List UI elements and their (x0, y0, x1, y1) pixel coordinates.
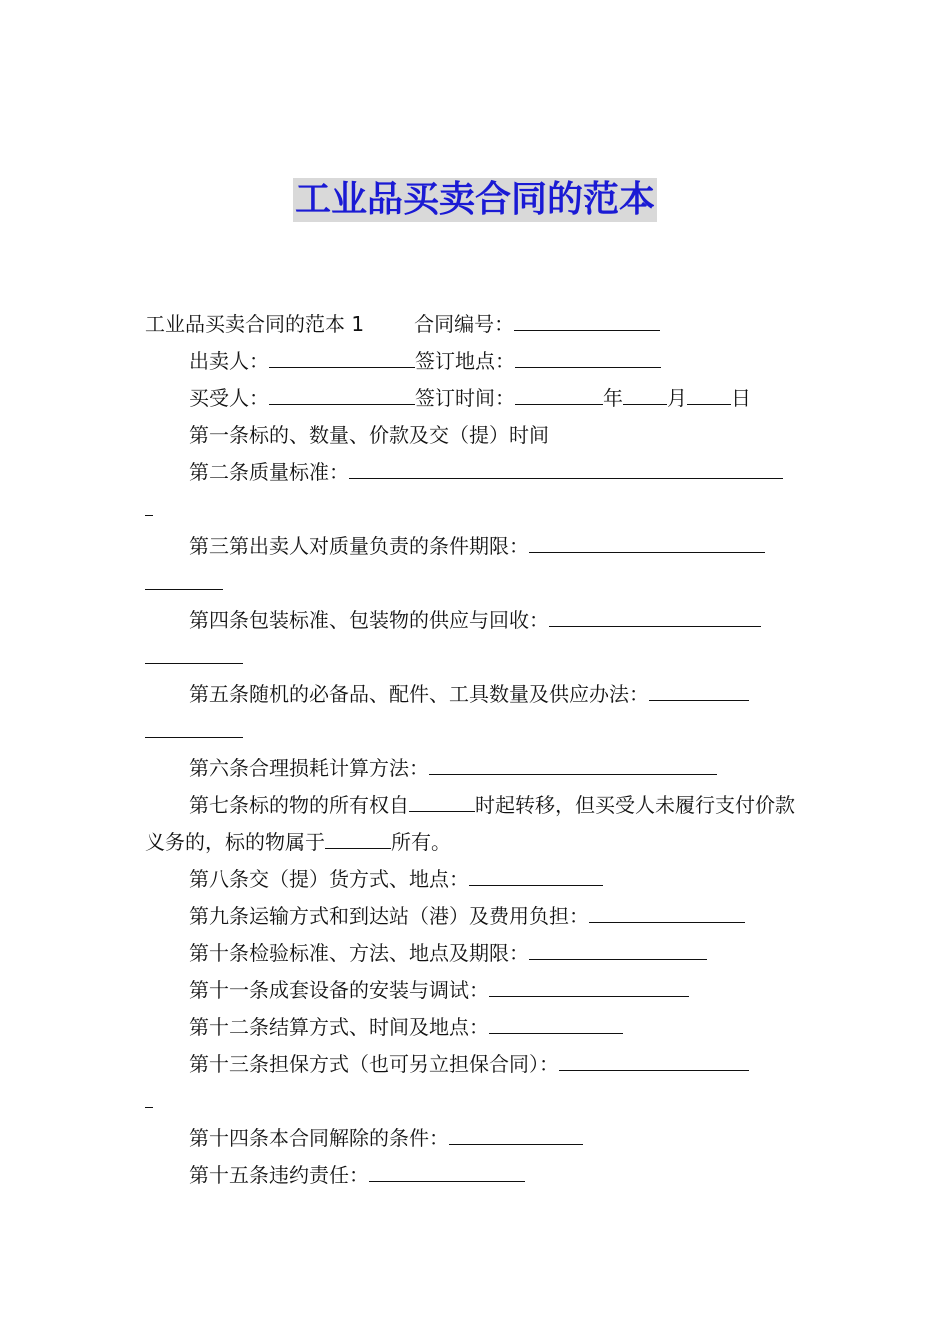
clause-3-text: 第三第出卖人对质量负责的条件期限： (189, 534, 529, 558)
clause-11-blank (489, 974, 689, 997)
document-body (145, 306, 810, 1194)
seller-blank (269, 345, 415, 368)
sign-place-label: 签订地点： (415, 349, 515, 373)
clause-1 (145, 417, 810, 454)
title-wrap (0, 178, 950, 222)
clause-12-text: 第十二条结算方式、时间及地点： (189, 1015, 489, 1039)
clause-7 (145, 787, 810, 861)
contract-number-blank (514, 308, 660, 331)
clause-13-blank-cont (145, 1085, 153, 1108)
clause-4-text: 第四条包装标准、包装物的供应与回收： (189, 608, 549, 632)
clause-2-blank-cont (145, 493, 153, 516)
clause-12-blank (489, 1011, 623, 1034)
year-label: 年 (603, 386, 623, 410)
clause-3-blank-cont (145, 567, 223, 590)
clause-3 (145, 528, 810, 565)
clause-10-blank (529, 937, 707, 960)
month-label: 月 (667, 386, 687, 410)
clause-13 (145, 1046, 810, 1083)
clause-11-text: 第十一条成套设备的安装与调试： (189, 978, 489, 1002)
year-blank (515, 382, 603, 405)
clause-7-blank-2 (325, 826, 391, 849)
clause-7-text-b: 时起转移，但买受人未履行支付价款义务的，标的物属于 (145, 793, 795, 854)
clause-7-blank-1 (409, 789, 475, 812)
clause-5-blank-cont (145, 715, 243, 738)
clause-2-cont (145, 491, 810, 528)
clause-9 (145, 898, 810, 935)
clause-8-text: 第八条交（提）货方式、地点： (189, 867, 469, 891)
clause-9-blank (589, 900, 745, 923)
clause-7-text-c: 所有。 (391, 830, 451, 854)
clause-2-text: 第二条质量标准： (189, 460, 349, 484)
clause-6 (145, 750, 810, 787)
sign-time-label: 签订时间： (415, 386, 515, 410)
line-seller (145, 343, 810, 380)
clause-3-cont (145, 565, 810, 602)
clause-8 (145, 861, 810, 898)
clause-13-text: 第十三条担保方式（也可另立担保合同）： (189, 1052, 559, 1076)
clause-6-text: 第六条合理损耗计算方法： (189, 756, 429, 780)
clause-4 (145, 602, 810, 639)
contract-number-label: 合同编号： (414, 312, 515, 336)
clause-10-text: 第十条检验标准、方法、地点及期限： (189, 941, 529, 965)
buyer-label: 买受人： (189, 386, 269, 410)
day-label: 日 (731, 386, 751, 410)
clause-10 (145, 935, 810, 972)
clause-2-blank (349, 456, 783, 479)
clause-5-blank (649, 678, 749, 701)
clause-5 (145, 676, 810, 713)
line-contract-header (145, 306, 810, 343)
clause-8-blank (469, 863, 603, 886)
clause-5-cont (145, 713, 810, 750)
contract-heading: 工业品买卖合同的范本 1 (145, 312, 365, 336)
clause-1-text: 第一条标的、数量、价款及交（提）时间 (189, 423, 549, 447)
clause-4-blank-cont (145, 641, 243, 664)
day-blank (687, 382, 731, 405)
clause-14-blank (449, 1122, 583, 1145)
clause-14 (145, 1120, 810, 1157)
clause-7-text-a: 第七条标的物的所有权自 (189, 793, 409, 817)
month-blank (623, 382, 667, 405)
clause-3-blank (529, 530, 765, 553)
clause-15-blank (369, 1159, 525, 1182)
clause-15-text: 第十五条违约责任： (189, 1163, 369, 1187)
clause-9-text: 第九条运输方式和到达站（港）及费用负担： (189, 904, 589, 928)
seller-label: 出卖人： (189, 349, 269, 373)
clause-14-text: 第十四条本合同解除的条件： (189, 1126, 449, 1150)
clause-11 (145, 972, 810, 1009)
clause-13-cont (145, 1083, 810, 1120)
clause-13-blank (559, 1048, 749, 1071)
clause-12 (145, 1009, 810, 1046)
document-title: 工业品买卖合同的范本 (294, 179, 655, 220)
clause-4-blank (549, 604, 761, 627)
clause-15 (145, 1157, 810, 1194)
sign-place-blank (515, 345, 661, 368)
line-buyer (145, 380, 810, 417)
buyer-blank (269, 382, 415, 405)
clause-6-blank (429, 752, 717, 775)
clause-4-cont (145, 639, 810, 676)
clause-2 (145, 454, 810, 491)
clause-5-text: 第五条随机的必备品、配件、工具数量及供应办法： (189, 682, 649, 706)
